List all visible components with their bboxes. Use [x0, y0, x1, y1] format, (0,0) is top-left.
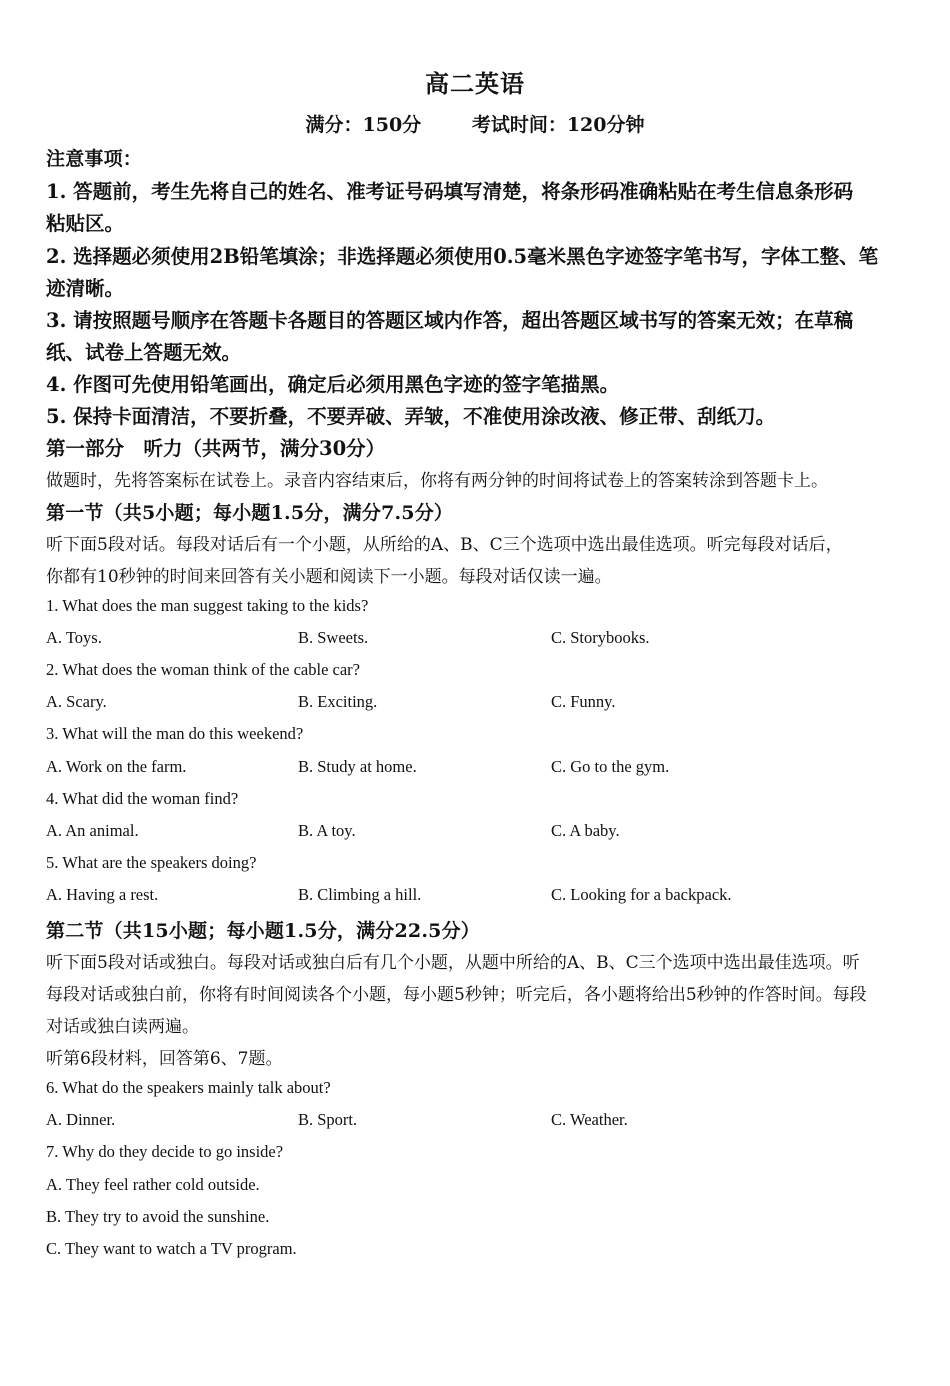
- note-line: 3. 请按照题号顺序在答题卡各题目的答题区域内作答，超出答题区域书写的答案无效；在草稿: [46, 309, 854, 332]
- question-7: 7. Why do they decide to go inside?: [46, 1142, 284, 1161]
- option-c: C. Funny.: [551, 692, 616, 711]
- section1-instruction: 听下面5段对话。每段对话后有一个小题，从所给的A、B、C三个选项中选出最佳选项。听完每段对话后，: [46, 535, 843, 555]
- page-title: 高二英语: [425, 69, 525, 98]
- question-4: 4. What did the woman find?: [46, 789, 239, 808]
- note-line: 4. 作图可先使用铅笔画出，确定后必须用黑色字迹的签字笔描黑。: [46, 373, 620, 396]
- question-3: 3. What will the man do this weekend?: [46, 724, 304, 743]
- section2-heading: 第二节（共15小题；每小题1.5分，满分22.5分）: [46, 920, 480, 942]
- note-line: 1. 答题前，考生先将自己的姓名、准考证号码填写清楚，将条形码准确粘贴在考生信息条形码: [46, 180, 854, 203]
- option-b: B. Sport.: [298, 1110, 358, 1129]
- note-line: 5. 保持卡面清洁，不要折叠，不要弄破、弄皱，不准使用涂改液、修正带、刮纸刀。: [46, 405, 776, 428]
- note-line: 2. 选择题必须使用2B铅笔填涂；非选择题必须使用0.5毫米黑色字迹签字笔书写，字体工整、笔: [46, 245, 879, 268]
- section2-instruction: 听下面5段对话或独白。每段对话或独白后有几个小题，从题中所给的A、B、C三个选项中选出最佳选项。听: [46, 953, 860, 973]
- option-c: C. They want to watch a TV program.: [46, 1239, 297, 1258]
- part1-instruction: 做题时，先将答案标在试卷上。录音内容结束后，你将有两分钟的时间将试卷上的答案转涂到答题卡上。: [46, 471, 828, 491]
- note-line: 纸、试卷上答题无效。: [46, 341, 242, 364]
- question-2: 2. What does the woman think of the cable car?: [46, 660, 360, 679]
- option-a: A. They feel rather cold outside.: [46, 1175, 260, 1194]
- question-5: 5. What are the speakers doing?: [46, 853, 257, 872]
- option-b: B. Exciting.: [298, 692, 378, 711]
- note-line: 粘贴区。: [46, 212, 125, 235]
- option-c: C. A baby.: [551, 821, 620, 840]
- exam-meta: [0, 110, 950, 137]
- section2-instruction: 对话或独白读两遍。: [46, 1017, 199, 1037]
- option-c: C. Looking for a backpack.: [551, 885, 732, 904]
- option-b: B. They try to avoid the sunshine.: [46, 1207, 270, 1226]
- option-a: A. Scary.: [46, 692, 107, 711]
- option-a: A. Toys.: [46, 628, 102, 647]
- option-c: C. Go to the gym.: [551, 757, 670, 776]
- notes-heading: 注意事项：: [46, 148, 143, 170]
- option-a: A. Work on the farm.: [46, 757, 187, 776]
- question-6: 6. What do the speakers mainly talk about?: [46, 1078, 331, 1097]
- option-a: A. An animal.: [46, 821, 139, 840]
- option-c: C. Weather.: [551, 1110, 628, 1129]
- section2-instruction: 每段对话或独白前，你将有时间阅读各个小题，每小题5秒钟；听完后，各小题将给出5秒钟的作答时间。每段: [46, 985, 867, 1005]
- part1-heading: 第一部分 听力（共两节，满分30分）: [46, 437, 386, 460]
- option-b: B. Study at home.: [298, 757, 417, 776]
- full-marks: 满分：150分: [305, 114, 422, 136]
- section1-heading: 第一节（共5小题；每小题1.5分，满分7.5分）: [46, 502, 454, 524]
- material-label: 听第6段材料，回答第6、7题。: [46, 1049, 283, 1069]
- option-b: B. Climbing a hill.: [298, 885, 422, 904]
- option-b: B. Sweets.: [298, 628, 369, 647]
- option-a: A. Dinner.: [46, 1110, 116, 1129]
- option-a: A. Having a rest.: [46, 885, 159, 904]
- question-1: 1. What does the man suggest taking to the kids?: [46, 596, 369, 615]
- exam-time: 考试时间：120分钟: [471, 114, 645, 136]
- option-c: C. Storybooks.: [551, 628, 650, 647]
- option-b: B. A toy.: [298, 821, 356, 840]
- note-line: 迹清晰。: [46, 277, 125, 300]
- section1-instruction: 你都有10秒钟的时间来回答有关小题和阅读下一小题。每段对话仅读一遍。: [46, 567, 612, 587]
